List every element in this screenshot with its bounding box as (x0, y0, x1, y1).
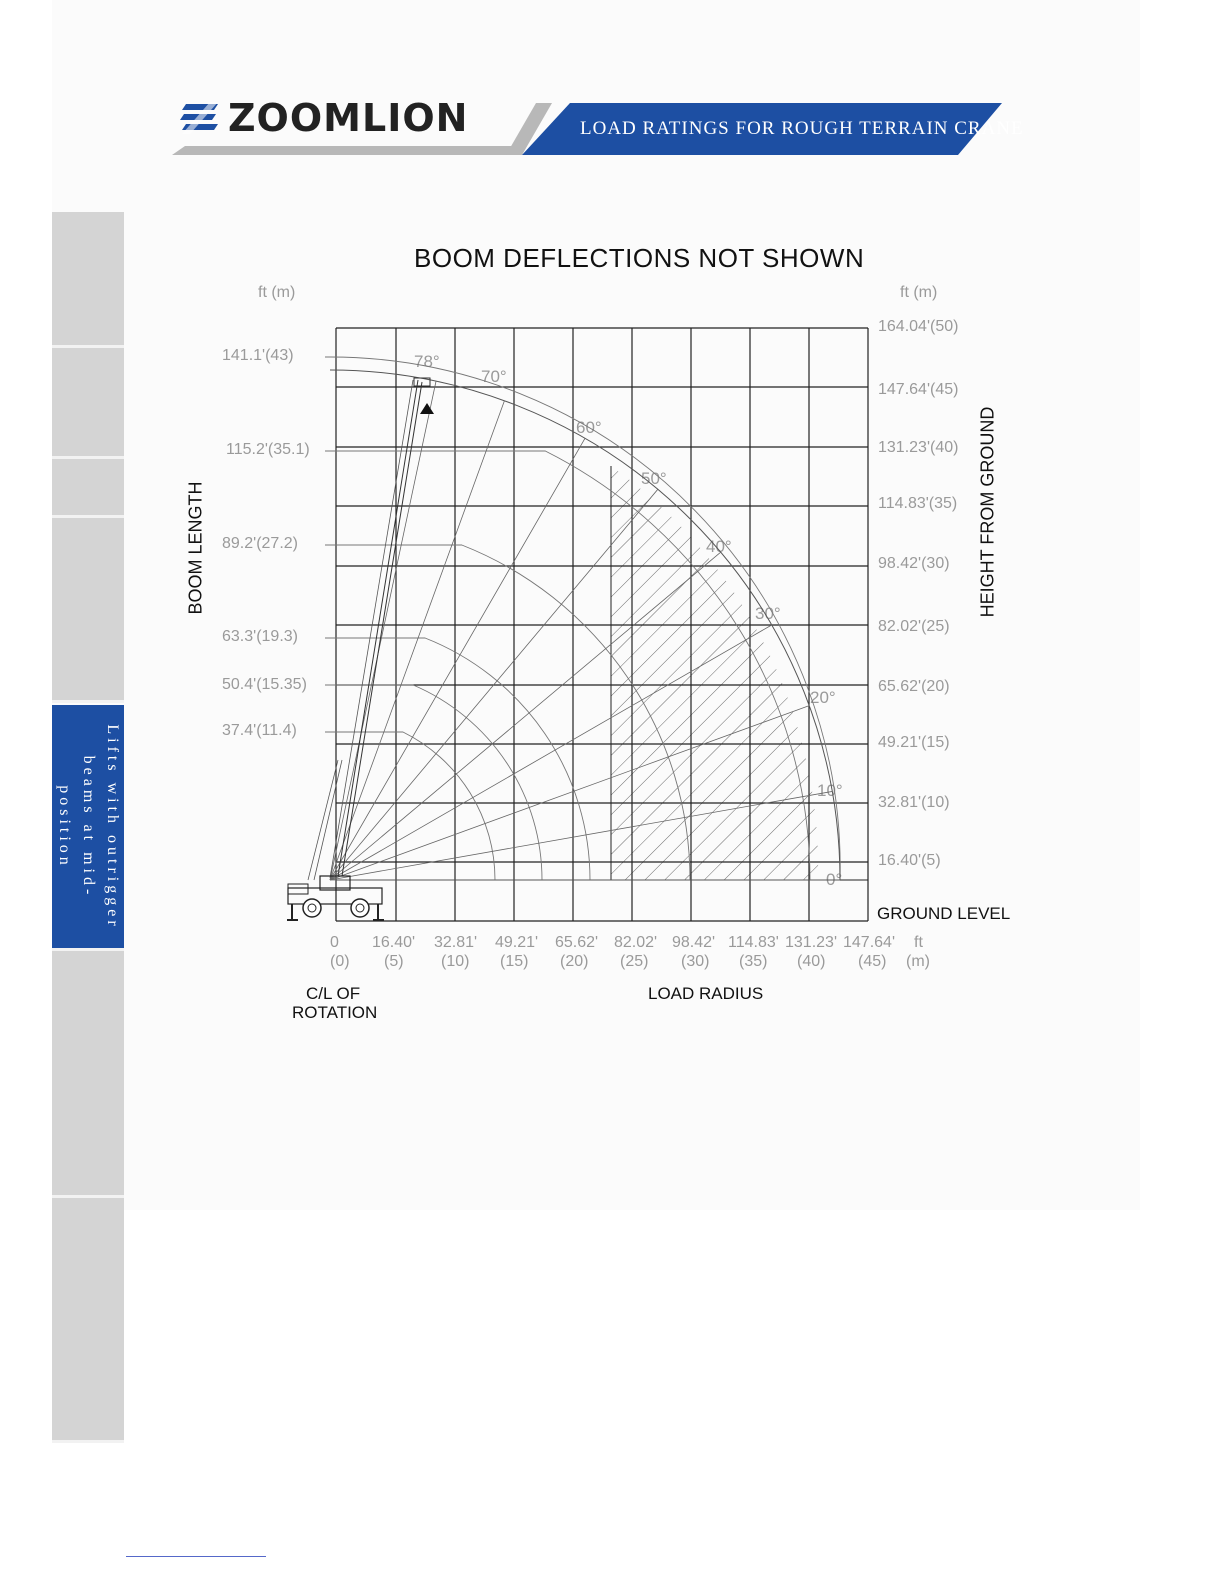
radius-ft-value: 82.02' (614, 934, 658, 951)
rotation-label-line2: ROTATION (292, 1003, 378, 1022)
logo-text: ZOOMLION (228, 96, 469, 140)
rotation-label-line1: C/L OF (306, 984, 361, 1003)
boom-length-value: 63.3'(19.3) (222, 628, 298, 645)
height-value: 49.21'(15) (878, 734, 950, 751)
radius-ft-value: 32.81' (434, 934, 478, 951)
radius-m-value: (20) (560, 953, 589, 970)
radius-m-value: (0) (330, 953, 350, 970)
radius-m-value: (45) (858, 953, 887, 970)
diagram-title: BOOM DEFLECTIONS NOT SHOWN (414, 243, 865, 273)
side-tab-label-active: Lifts with outrigger beams at mid-position (56, 723, 121, 930)
right-unit-label: ft (m) (900, 284, 938, 301)
height-value: 98.42'(30) (878, 555, 950, 572)
radius-m-value: (40) (797, 953, 826, 970)
boom-length-value: 50.4'(15.35) (222, 676, 307, 693)
angle-label: 0° (826, 870, 843, 889)
angle-label: 40° (706, 537, 732, 556)
height-value: 164.04'(50) (878, 318, 959, 335)
radius-m-value: (10) (441, 953, 470, 970)
radius-m-value: (15) (500, 953, 529, 970)
footer-link-line (126, 1556, 266, 1557)
boom-length-value: 37.4'(11.4) (222, 722, 297, 739)
boom-length-value: 89.2'(27.2) (222, 535, 298, 552)
radius-ft-value: 16.40' (372, 934, 416, 951)
radius-m-value: (30) (681, 953, 710, 970)
radius-ft-value: 0 (330, 934, 339, 951)
load-radius-label: LOAD RADIUS (648, 984, 764, 1003)
height-value: 65.62'(20) (878, 678, 950, 695)
height-value: 131.23'(40) (878, 439, 959, 456)
radius-ft-value: 49.21' (495, 934, 539, 951)
boom-length-label: BOOM LENGTH (185, 481, 206, 615)
radius-ft-value: 147.64' (843, 934, 895, 951)
radius-m-value: (25) (620, 953, 649, 970)
angle-label: 30° (755, 604, 781, 623)
angle-label: 10° (817, 781, 843, 800)
radius-ft-value: 98.42' (672, 934, 716, 951)
radius-m-value: (35) (739, 953, 768, 970)
hook-icon (420, 403, 434, 414)
radius-ft-unit: ft (914, 934, 923, 951)
height-value: 147.64'(45) (878, 381, 959, 398)
radius-ft-value: 114.83' (728, 934, 779, 951)
boom-length-value: 115.2'(35.1) (226, 441, 310, 458)
height-value: 32.81'(10) (878, 794, 950, 811)
angle-label: 50° (641, 469, 667, 488)
angle-label: 78° (414, 352, 440, 371)
boom-length-arc (325, 638, 590, 880)
radius-m-value: (5) (384, 953, 404, 970)
height-value: 82.02'(25) (878, 618, 950, 635)
angle-ray (330, 381, 436, 880)
angle-label: 20° (810, 688, 836, 707)
angle-ray (330, 438, 585, 880)
left-unit-label: ft (m) (258, 284, 296, 301)
height-value: 114.83'(35) (878, 495, 958, 512)
header-title: LOAD RATINGS FOR ROUGH TERRAIN CRANE (580, 118, 1024, 139)
height-axis-label: HEIGHT FROM GROUND (977, 406, 998, 618)
radius-ft-value: 65.62' (555, 934, 599, 951)
boom-length-value: 141.1'(43) (222, 347, 294, 364)
radius-ft-value: 131.23' (785, 934, 837, 951)
height-value: 16.40'(5) (878, 852, 941, 869)
radius-m-unit: (m) (906, 953, 930, 970)
boom-lines (308, 378, 434, 880)
angle-label: 70° (481, 367, 507, 386)
angle-label: 60° (576, 418, 602, 437)
ground-level-label: GROUND LEVEL (877, 904, 1011, 923)
